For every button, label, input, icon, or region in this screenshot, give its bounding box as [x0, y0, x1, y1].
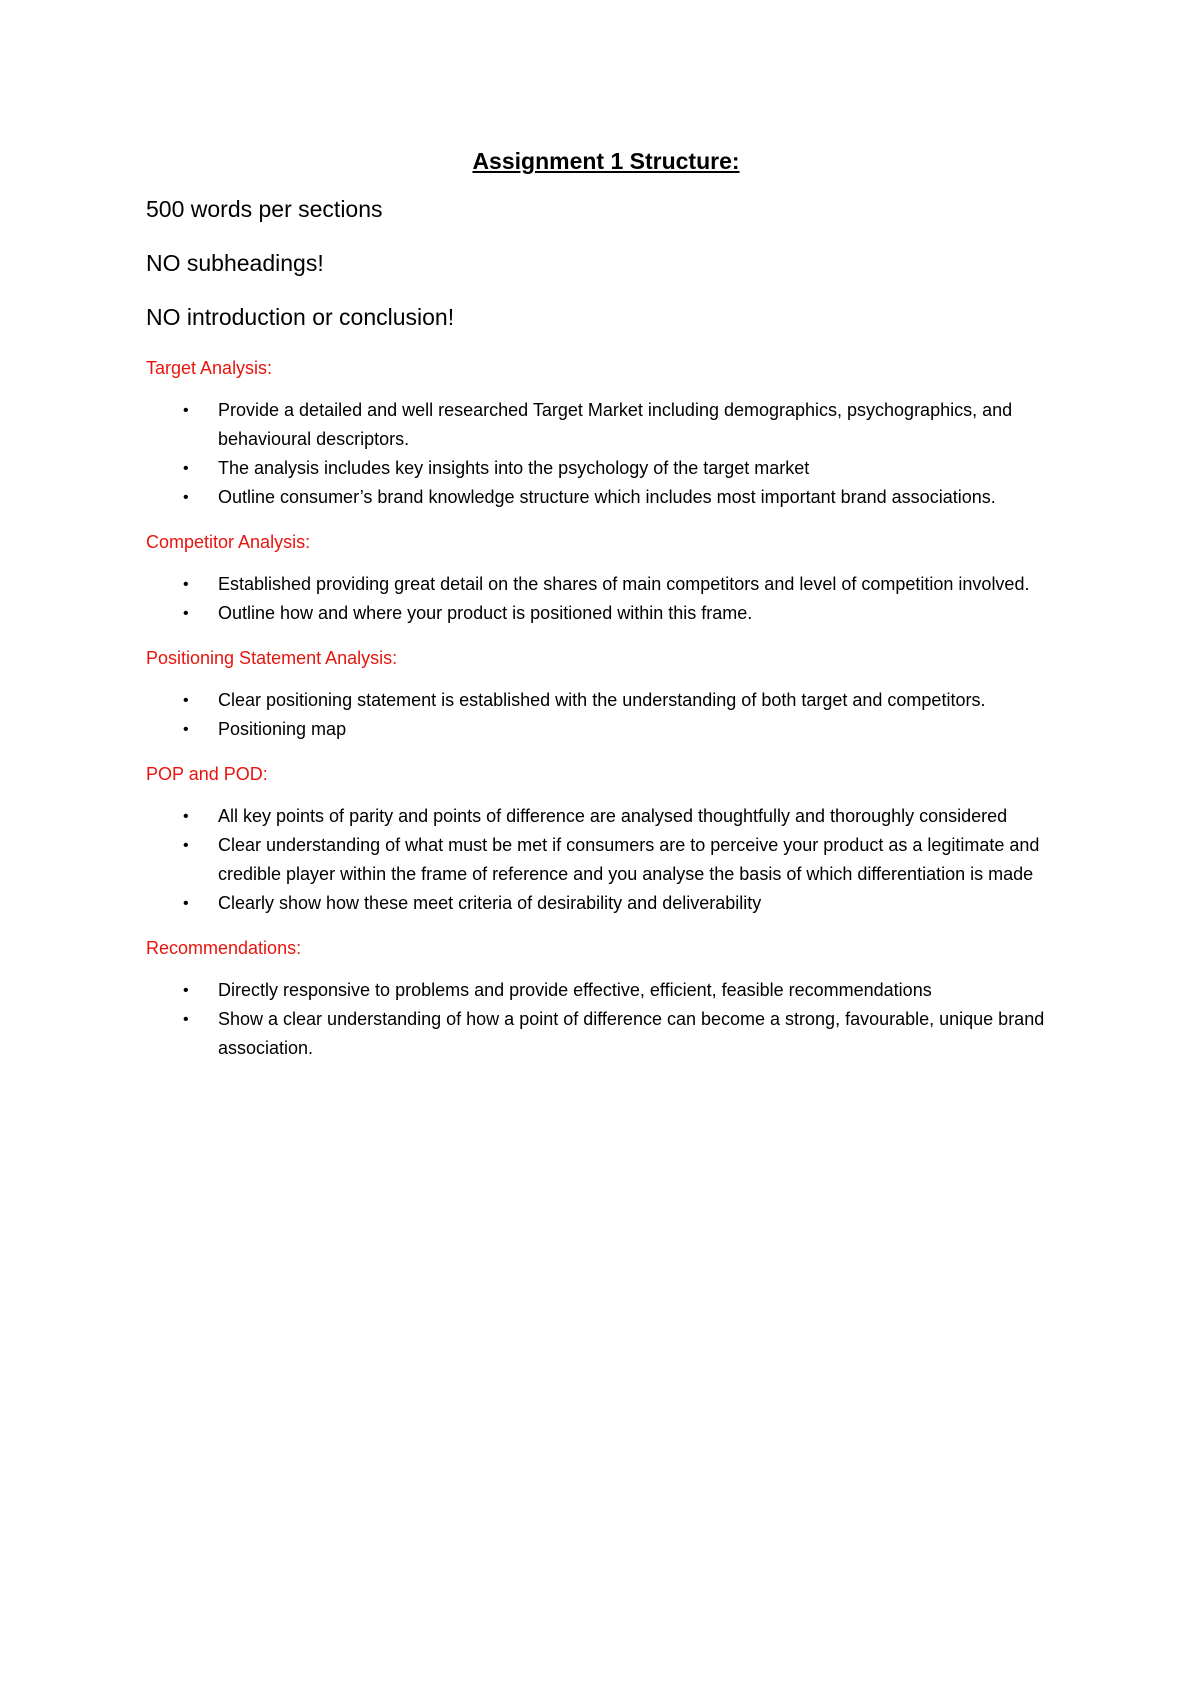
list-item-text: Clear understanding of what must be met if consumers are to perceive your product as a legitimate and credible player within the frame of reference and you analyse the basis of which differentiation is made: [218, 835, 1040, 884]
list-item: [146, 1005, 1066, 1063]
section-competitor-analysis: [146, 530, 1066, 628]
list-item: [146, 715, 1066, 744]
list-item-text: Outline how and where your product is positioned within this frame.: [218, 603, 753, 623]
section-pop-and-pod: [146, 762, 1066, 918]
list-item: [146, 802, 1066, 831]
bullet-icon: •: [183, 895, 189, 912]
list-item: [146, 831, 1066, 889]
section-heading: Competitor Analysis:: [146, 532, 311, 552]
section-target-analysis: [146, 356, 1066, 512]
list-item-text: Clear positioning statement is established with the understanding of both target and competitors.: [218, 690, 986, 710]
bullet-icon: •: [183, 808, 189, 825]
section-list: [146, 686, 1066, 744]
list-item-text: The analysis includes key insights into the psychology of the target market: [218, 458, 810, 478]
bullet-icon: •: [183, 460, 189, 477]
bullet-icon: •: [183, 402, 189, 419]
list-item: [146, 686, 1066, 715]
section-recommendations: [146, 936, 1066, 1063]
list-item-text: Positioning map: [218, 719, 347, 739]
bullet-icon: •: [183, 692, 189, 709]
section-list: [146, 570, 1066, 628]
list-item: [146, 570, 1066, 599]
note-word-count: 500 words per sections: [146, 196, 383, 222]
section-heading: Positioning Statement Analysis:: [146, 648, 398, 668]
bullet-icon: •: [183, 1011, 189, 1028]
list-item-text: All key points of parity and points of difference are analysed thoughtfully and thoroughly considered: [218, 806, 1008, 826]
section-positioning-statement: [146, 646, 1066, 744]
list-item-text: Clearly show how these meet criteria of desirability and deliverability: [218, 893, 762, 913]
list-item: [146, 454, 1066, 483]
list-item-text: Directly responsive to problems and provide effective, efficient, feasible recommendations: [218, 980, 932, 1000]
bullet-icon: •: [183, 605, 189, 622]
section-list: [146, 802, 1066, 918]
note-no-subheadings: NO subheadings!: [146, 250, 324, 276]
section-list: [146, 396, 1066, 512]
bullet-icon: •: [183, 489, 189, 506]
list-item: [146, 483, 1066, 512]
list-item: [146, 599, 1066, 628]
list-item: [146, 976, 1066, 1005]
list-item: [146, 889, 1066, 918]
list-item-text: Established providing great detail on the shares of main competitors and level of competition involved.: [218, 574, 1030, 594]
bullet-icon: •: [183, 837, 189, 854]
bullet-icon: •: [183, 721, 189, 738]
list-item-text: Show a clear understanding of how a point of difference can become a strong, favourable, unique brand association.: [218, 1009, 1045, 1058]
document-content: [146, 146, 1066, 1081]
section-heading: POP and POD:: [146, 764, 268, 784]
section-heading: Recommendations:: [146, 938, 302, 958]
list-item-text: Outline consumer’s brand knowledge structure which includes most important brand associations.: [218, 487, 996, 507]
section-heading: Target Analysis:: [146, 358, 273, 378]
list-item-text: Provide a detailed and well researched Target Market including demographics, psychographics, and behavioural descriptors.: [218, 400, 1013, 449]
list-item: [146, 396, 1066, 454]
document-title: Assignment 1 Structure:: [472, 148, 740, 174]
bullet-icon: •: [183, 576, 189, 593]
section-list: [146, 976, 1066, 1063]
bullet-icon: •: [183, 982, 189, 999]
note-no-intro-conclusion: NO introduction or conclusion!: [146, 304, 455, 330]
